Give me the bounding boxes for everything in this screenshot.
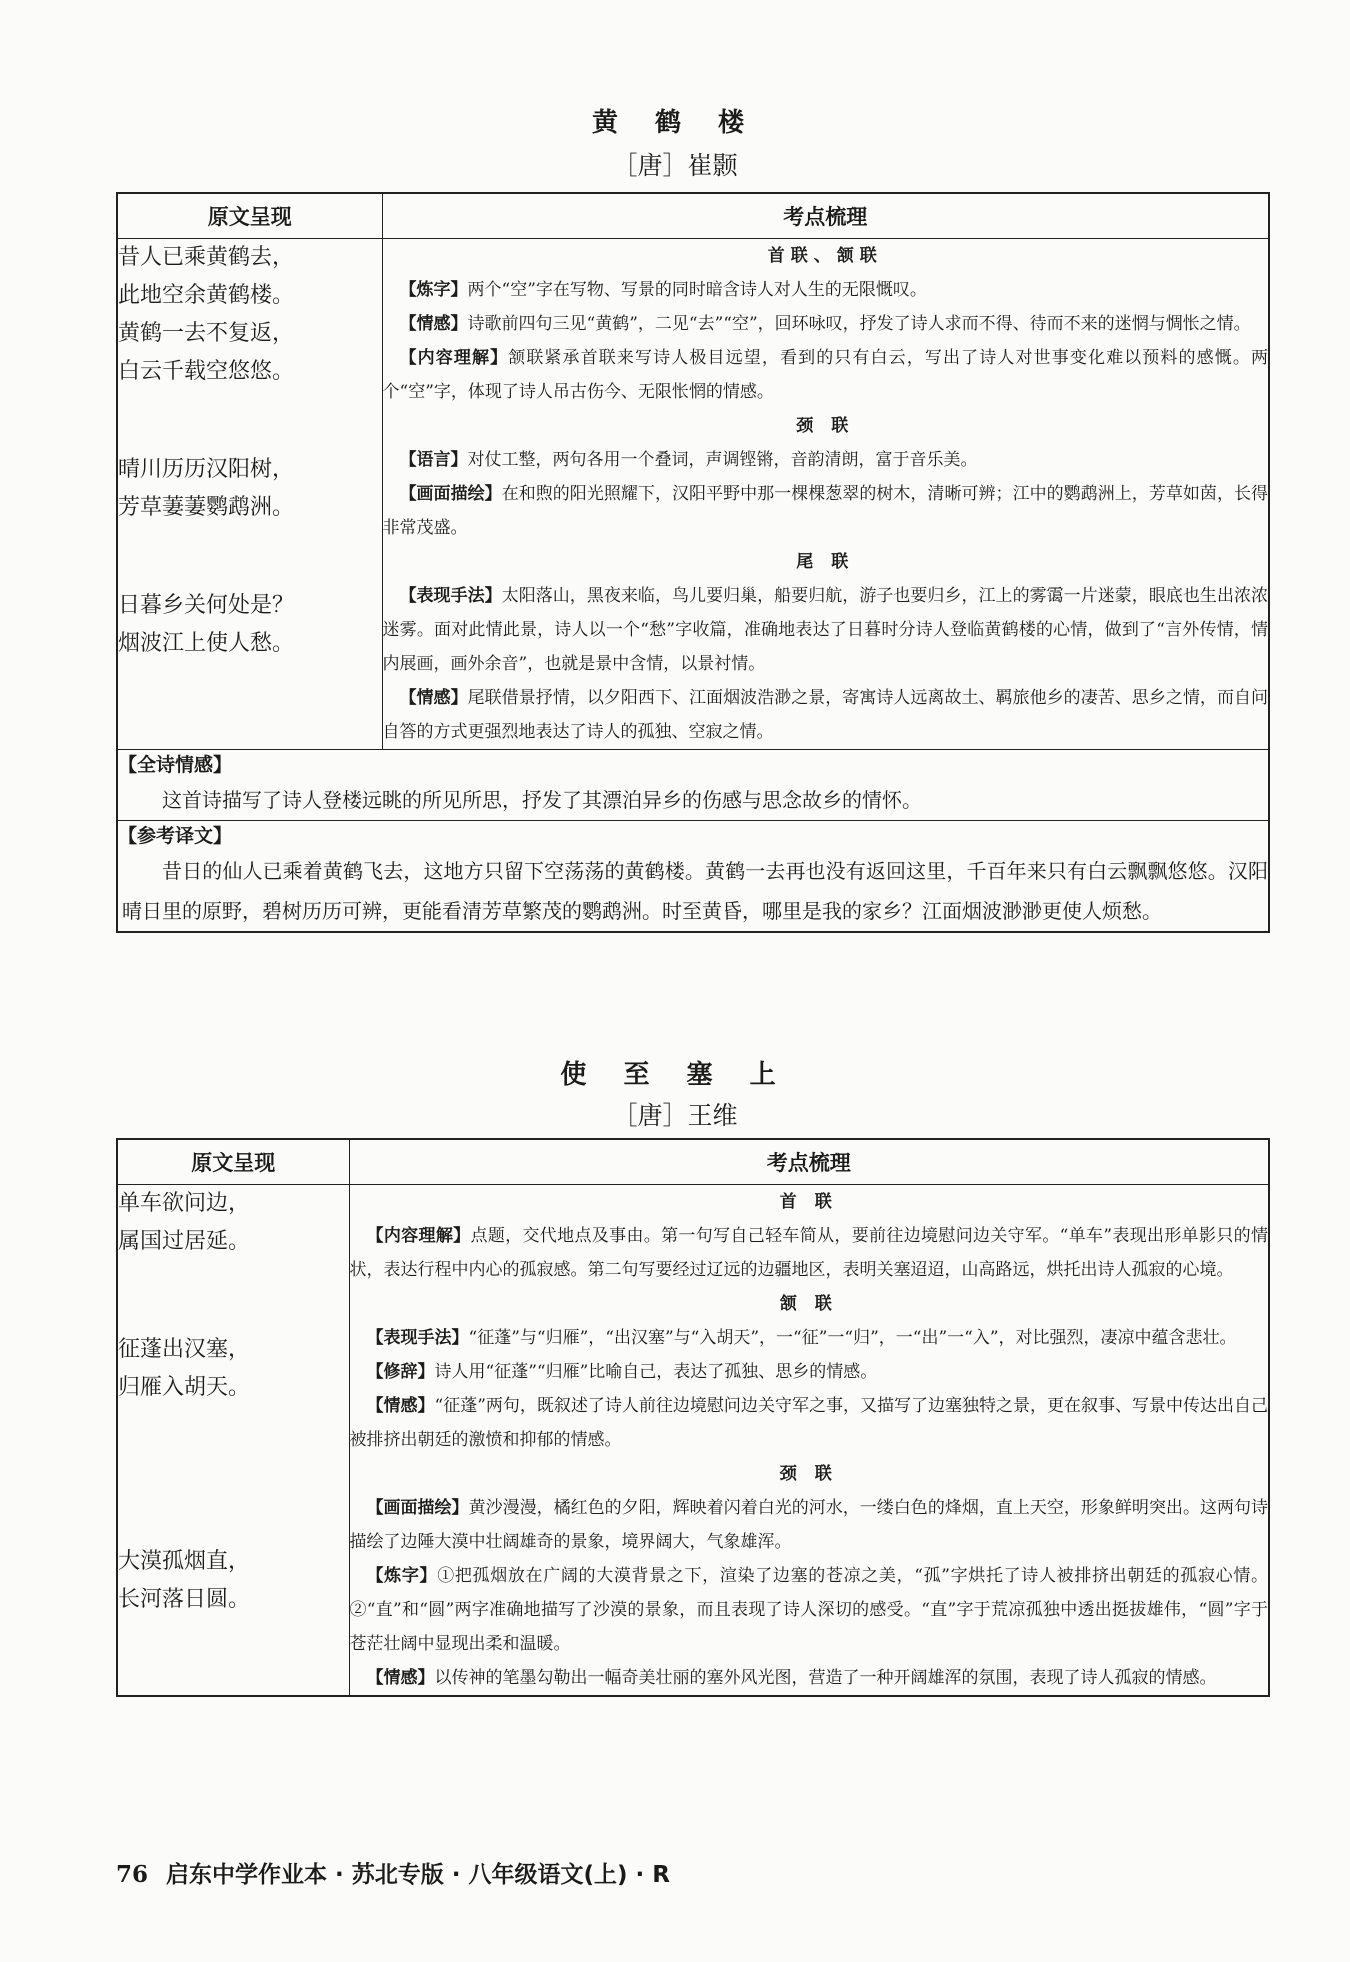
poem-line: 单车欲问边， [118, 1191, 251, 1216]
col-points-header: 考点梳理 [349, 1139, 1269, 1185]
poem-line: 白云千载空悠悠。 [118, 359, 295, 384]
note-item [350, 1661, 1269, 1695]
poem-line: 日暮乡关何处是？ [118, 593, 295, 618]
translation-label: 【参考译文】 [118, 825, 233, 847]
section-heading: 首联、颔联 [767, 246, 883, 266]
section-heading: 尾 联 [796, 552, 855, 572]
note-text: “征蓬”两句，既叙述了诗人前往边境慰问边关守军之事，又描写了边塞独特之景，更在叙事、写景中传达出自己被排挤出朝廷的激愤和抑郁的情感。 [349, 1396, 1268, 1450]
original-text-cell [117, 1185, 349, 1697]
original-group-2 [118, 451, 382, 587]
poem1-author: ［唐］崔颢 [612, 151, 738, 180]
note-item [383, 579, 1269, 681]
note-text: “征蓬”与“归雁”，“出汉塞”与“入胡天”，一“征”一“归”，一“出”一“入”，对比强烈，凄凉中蕴含悲壮。 [468, 1328, 1237, 1348]
poem1-title: 黄 鹤 楼 [591, 108, 759, 138]
poem-line: 大漠孤烟直， [118, 1549, 251, 1574]
note-item [350, 1491, 1269, 1559]
note-item [383, 477, 1269, 545]
note-tag: 【情感】 [399, 688, 468, 708]
poem-line: 归雁入胡天。 [118, 1375, 251, 1400]
original-group-2 [118, 1331, 349, 1543]
original-group-3 [118, 1543, 349, 1619]
note-tag: 【炼字】 [399, 280, 468, 300]
note-item [350, 1219, 1269, 1287]
note-tag: 【情感】 [399, 314, 468, 334]
content-row [117, 239, 1269, 750]
note-tag: 【炼字】 [366, 1566, 438, 1586]
note-item [350, 1389, 1269, 1457]
note-item [350, 1559, 1269, 1661]
poem-line: 芳草萋萋鹦鹉洲。 [118, 495, 295, 520]
note-text: 尾联借景抒情，以夕阳西下、江面烟波浩渺之景，寄寓诗人远离故土、羁旅他乡的凄苦、思乡之情，而自问自答的方式更强烈地表达了诗人的孤独、空寂之情。 [382, 688, 1269, 742]
note-tag: 【表现手法】 [399, 586, 502, 606]
poem-line: 烟波江上使人愁。 [118, 631, 295, 656]
col-points-header: 考点梳理 [382, 193, 1269, 239]
note-tag: 【表现手法】 [366, 1328, 469, 1348]
note-item [383, 273, 1269, 307]
note-text: ①把孤烟放在广阔的大漠背景之下，渲染了边塞的苍凉之美，“孤”字烘托了诗人被排挤出朝廷的孤寂心情。②“直”和“圆”两字准确地描写了沙漠的景象，而且表现了诗人深切的感受。“直”字于荒凉孤独中透出挺拔雄伟，“圆”字于苍茫壮阔中显现出柔和温暖。 [349, 1566, 1269, 1654]
note-tag: 【修辞】 [366, 1362, 435, 1382]
points-cell [349, 1185, 1269, 1697]
note-text: 两个“空”字在写物、写景的同时暗含诗人对人生的无限慨叹。 [467, 280, 927, 300]
note-item [383, 443, 1269, 477]
page-footer [116, 1856, 670, 1889]
original-group-1 [118, 1185, 349, 1331]
poem-line: 属国过居延。 [118, 1229, 251, 1254]
original-group-1 [118, 239, 382, 451]
poem-line: 长河落日圆。 [118, 1587, 251, 1612]
content-row [117, 1185, 1269, 1697]
poem-line: 征蓬出汉塞， [118, 1337, 251, 1362]
note-tag: 【画面描绘】 [399, 484, 502, 504]
note-text: 黄沙漫漫，橘红色的夕阳，辉映着闪着白光的河水，一缕白色的烽烟，直上天空，形象鲜明突出。这两句诗描绘了边陲大漠中壮阔雄奇的景象，境界阔大，气象雄浑。 [349, 1498, 1269, 1552]
note-text: 以传神的笔墨勾勒出一幅奇美壮丽的塞外风光图，营造了一种开阔雄浑的氛围，表现了诗人孤寂的情感。 [434, 1668, 1217, 1688]
translation-row [117, 821, 1269, 933]
summary-label: 【全诗情感】 [118, 754, 233, 776]
section-heading: 首 联 [779, 1192, 838, 1212]
summary-text: 这首诗描写了诗人登楼远眺的所见所思，抒发了其漂泊异乡的伤感与思念故乡的情怀。 [162, 788, 922, 812]
note-item [350, 1321, 1269, 1355]
translation-cell [117, 821, 1269, 933]
note-text: 点题，交代地点及事由。第一句写自己轻车简从，要前往边境慰问边关守军。“单车”表现出形单影只的情状，表达行程中内心的孤寂感。第二句写要经过辽远的边疆地区，表明关塞迢迢，山高路远，烘托出诗人孤寂的心境。 [349, 1226, 1268, 1280]
note-tag: 【情感】 [366, 1396, 435, 1416]
book-title: 启东中学作业本 · 苏北专版 · 八年级语文(上) · R [166, 1862, 671, 1888]
summary-row [117, 750, 1269, 821]
poem-line: 此地空余黄鹤楼。 [118, 283, 295, 308]
header-row [117, 1139, 1269, 1185]
poem2-title: 使 至 塞 上 [560, 1060, 790, 1090]
poem-line: 晴川历历汉阳树， [118, 457, 295, 482]
note-tag: 【语言】 [399, 450, 468, 470]
poem1-table [116, 192, 1270, 933]
col-original-header: 原文呈现 [117, 1139, 349, 1185]
note-item [383, 341, 1269, 409]
summary-cell [117, 750, 1269, 821]
note-tag: 【画面描绘】 [366, 1498, 469, 1518]
original-group-3 [118, 587, 382, 663]
note-text: 颔联紧承首联来写诗人极目远望，看到的只有白云，写出了诗人对世事变化难以预料的感慨。两个“空”字，体现了诗人吊古伤今、无限怅惘的情感。 [382, 348, 1268, 402]
section-heading: 颈 联 [796, 416, 855, 436]
poem2-author: ［唐］王维 [612, 1101, 738, 1130]
note-text: 太阳落山，黑夜来临，鸟儿要归巢，船要归航，游子也要归乡，江上的雾霭一片迷蒙，眼底也生出浓浓迷雾。面对此情此景，诗人以一个“愁”字收篇，准确地表达了日暮时分诗人登临黄鹤楼的心情，做到了“言外传情，情内展画，画外余音”，也就是景中含情，以景衬情。 [382, 586, 1269, 674]
note-text: 对仗工整，两句各用一个叠词，声调铿锵，音韵清朗，富于音乐美。 [467, 450, 978, 470]
note-item [350, 1355, 1269, 1389]
original-text-cell [117, 239, 382, 750]
note-item [383, 307, 1269, 341]
note-tag: 【情感】 [366, 1668, 435, 1688]
poem-line: 昔人已乘黄鹤去， [118, 245, 295, 270]
note-item [383, 681, 1269, 749]
section-heading: 颔 联 [779, 1294, 838, 1314]
note-tag: 【内容理解】 [366, 1226, 471, 1246]
page-number: 76 [116, 1861, 149, 1888]
note-text: 在和煦的阳光照耀下，汉阳平野中那一棵棵葱翠的树木，清晰可辨；江中的鹦鹉洲上，芳草如茵，长得非常茂盛。 [382, 484, 1269, 538]
section-heading: 颈 联 [779, 1464, 838, 1484]
translation-text: 昔日的仙人已乘着黄鹤飞去，这地方只留下空荡荡的黄鹤楼。黄鹤一去再也没有返回这里，千百年来只有白云飘飘悠悠。汉阳晴日里的原野，碧树历历可辨，更能看清芳草繁茂的鹦鹉洲。时至黄昏，哪里是我的家乡？江面烟波渺渺更使人烦愁。 [122, 859, 1268, 923]
poem-line: 黄鹤一去不复返， [118, 321, 295, 346]
col-original-header: 原文呈现 [117, 193, 382, 239]
note-text: 诗人用“征蓬”“归雁”比喻自己，表达了孤独、思乡的情感。 [434, 1362, 878, 1382]
note-text: 诗歌前四句三见“黄鹤”，二见“去”“空”，回环咏叹，抒发了诗人求而不得、待而不来的迷惘与惆怅之情。 [467, 314, 1251, 334]
points-cell [382, 239, 1269, 750]
note-tag: 【内容理解】 [399, 348, 509, 368]
poem2-table [116, 1138, 1270, 1697]
header-row [117, 193, 1269, 239]
